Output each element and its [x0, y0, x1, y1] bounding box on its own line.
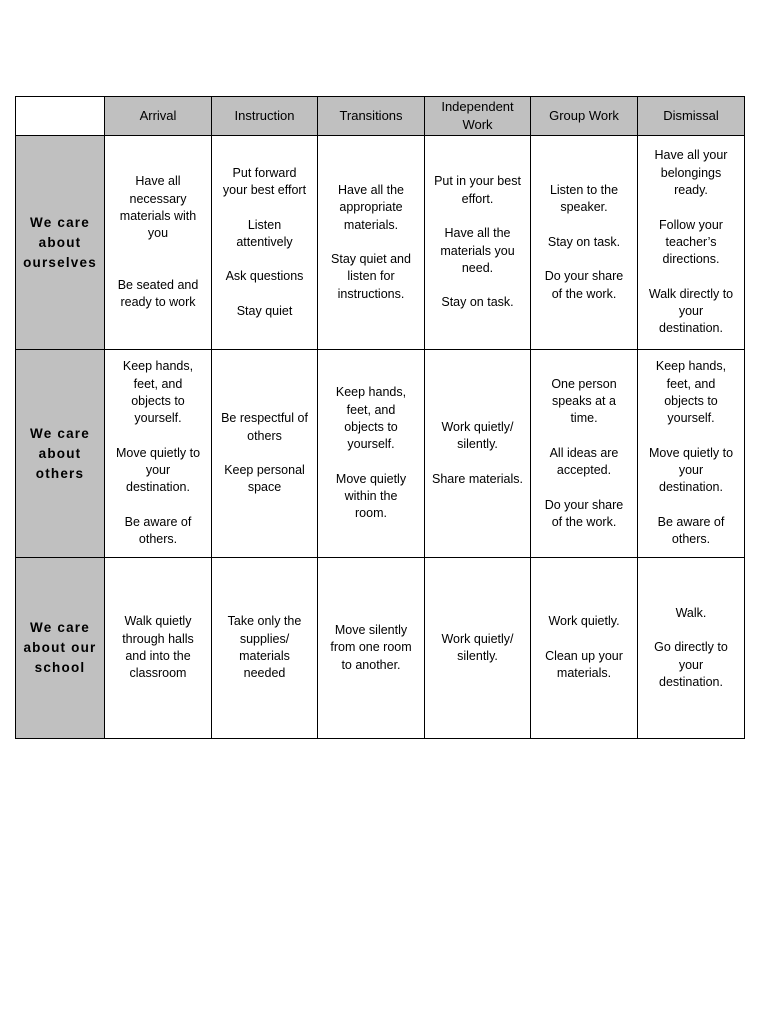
cell-line — [216, 251, 313, 268]
cell-line — [642, 622, 740, 639]
cell-line — [429, 277, 526, 294]
cell-others-instruction — [212, 350, 318, 558]
cell-line — [535, 479, 633, 496]
cell-line: Put in your best — [434, 174, 521, 189]
cell-line — [535, 251, 633, 268]
cell-line: materials — [239, 649, 290, 663]
cell-line: materials you — [440, 243, 515, 258]
cell-line: silently. — [457, 649, 498, 663]
cell-line: objects to — [131, 393, 185, 408]
cell-line: Go directly to — [654, 640, 728, 655]
cell-line: Have all your — [654, 148, 728, 163]
cell-line: Move quietly to — [648, 445, 734, 460]
cell-line: yourself. — [347, 437, 395, 452]
cell-line: Do your share — [544, 269, 624, 284]
cell-ourselves-independent-work — [425, 136, 531, 350]
cell-school-arrival — [105, 558, 212, 739]
cell-line — [109, 428, 207, 445]
cell-line — [535, 428, 633, 445]
cell-line: Stay on task. — [547, 234, 621, 249]
cell-line: your — [678, 304, 704, 319]
column-header-instruction: Instruction — [212, 97, 318, 136]
cell-line: attentively — [236, 234, 293, 249]
cell-line: speaks at a — [552, 393, 616, 408]
cell-line: Keep personal — [224, 463, 305, 478]
cell-line: your — [678, 463, 704, 478]
cell-line — [109, 243, 207, 260]
expectations-matrix — [15, 96, 745, 739]
cell-line: ready to work — [120, 295, 196, 310]
cell-ourselves-instruction — [212, 136, 318, 350]
row-header-school: We care about our school — [16, 558, 105, 739]
cell-line: speaker. — [560, 200, 608, 215]
cell-line: Work quietly. — [548, 614, 620, 629]
cell-line: feet, and — [133, 376, 183, 391]
cell-line — [109, 497, 207, 514]
cell-others-independent-work — [425, 350, 531, 558]
cell-line: ready. — [674, 182, 708, 197]
cell-line: instructions. — [337, 286, 405, 301]
cell-line: Keep hands, — [122, 359, 194, 374]
cell-line: Stay on task. — [441, 295, 514, 310]
cell-line: Walk directly to — [648, 286, 734, 301]
cell-school-group-work — [531, 558, 638, 739]
cell-line: feet, and — [666, 376, 716, 391]
cell-line: others. — [671, 532, 711, 547]
cell-line: Stay quiet and — [331, 252, 411, 267]
cell-others-dismissal — [638, 350, 745, 558]
cell-others-transitions — [318, 350, 425, 558]
cell-line: Have all — [135, 174, 181, 189]
row-others — [16, 350, 745, 558]
column-header-group-work: Group Work — [531, 97, 638, 136]
cell-line: Put forward — [232, 165, 297, 180]
cell-line — [216, 199, 313, 216]
cell-line: One person — [551, 376, 617, 391]
cell-line: Move quietly to — [115, 445, 201, 460]
cell-line: your — [145, 463, 171, 478]
cell-line: Move quietly — [335, 471, 407, 486]
cell-line: Walk. — [675, 605, 707, 620]
cell-line — [322, 454, 420, 471]
cell-line: Have all the — [337, 182, 404, 197]
row-header-ourselves: We care about ourselves — [16, 136, 105, 350]
cell-line — [216, 286, 313, 303]
cell-line: within the — [344, 489, 398, 504]
cell-line — [642, 497, 740, 514]
column-header-dismissal: Dismissal — [638, 97, 745, 136]
cell-line: yourself. — [134, 411, 182, 426]
cell-line: objects to — [344, 419, 398, 434]
cell-line: your best effort — [222, 182, 307, 197]
cell-ourselves-transitions — [318, 136, 425, 350]
cell-line: destination. — [659, 674, 723, 689]
cell-line: All ideas are — [549, 445, 619, 460]
cell-line: space — [247, 480, 282, 495]
cell-line: you — [147, 226, 169, 241]
cell-line: Ask questions — [225, 269, 304, 284]
cell-line: objects to — [664, 393, 718, 408]
cell-line: destination. — [659, 321, 723, 336]
cell-school-instruction — [212, 558, 318, 739]
cell-line — [429, 454, 526, 471]
cell-line: necessary — [129, 191, 187, 206]
cell-line: accepted. — [556, 463, 612, 478]
cell-ourselves-arrival — [105, 136, 212, 350]
cell-line — [535, 217, 633, 234]
cell-line: room. — [355, 506, 387, 521]
column-header-transitions: Transitions — [318, 97, 425, 136]
cell-line: Walk quietly — [124, 614, 192, 629]
cell-line — [429, 208, 526, 225]
cell-line: need. — [461, 260, 494, 275]
column-header-arrival: Arrival — [105, 97, 212, 136]
cell-line: of the work. — [551, 286, 617, 301]
cell-line: listen for — [347, 269, 395, 284]
cell-line: classroom — [129, 666, 187, 681]
cell-line — [642, 199, 740, 216]
cell-line: Keep hands, — [655, 359, 727, 374]
cell-line: destination. — [659, 480, 723, 495]
cell-line: Move silently — [334, 623, 408, 638]
cell-line: silently. — [457, 437, 498, 452]
cell-line: Work quietly/ — [441, 631, 514, 646]
cell-line: Have all the — [444, 226, 511, 241]
cell-ourselves-group-work — [531, 136, 638, 350]
cell-line: effort. — [461, 191, 494, 206]
cell-line: Be aware of — [657, 515, 725, 530]
cell-ourselves-dismissal — [638, 136, 745, 350]
cell-line: and into the — [125, 649, 191, 663]
cell-line: yourself. — [667, 411, 715, 426]
cell-school-independent-work — [425, 558, 531, 739]
cell-line: to another. — [341, 657, 401, 672]
cell-line: Clean up your — [545, 649, 623, 663]
cell-school-dismissal — [638, 558, 745, 739]
cell-school-transitions — [318, 558, 425, 739]
cell-line — [535, 631, 633, 648]
cell-line — [322, 234, 420, 251]
cell-line: feet, and — [346, 402, 396, 417]
cell-line: Take only the — [227, 614, 302, 629]
cell-line: Be aware of — [124, 515, 192, 530]
cell-line: materials. — [343, 217, 399, 232]
cell-line — [216, 445, 313, 462]
cell-line: appropriate — [339, 200, 403, 215]
cell-line: from one room — [330, 640, 412, 655]
column-header-independent-work: Independent Work — [425, 97, 531, 136]
cell-line: directions. — [662, 252, 720, 267]
cell-line — [642, 268, 740, 285]
cell-line: Listen to the — [549, 182, 619, 197]
cell-line: time. — [570, 411, 598, 426]
row-ourselves — [16, 136, 745, 350]
cell-line: supplies/ — [239, 631, 290, 646]
cell-line: Be respectful of — [221, 411, 308, 426]
cell-line: belongings — [660, 165, 722, 180]
cell-line: through halls — [122, 631, 194, 646]
cell-line: Listen — [247, 217, 282, 232]
cell-line: needed — [243, 666, 286, 681]
cell-others-group-work — [531, 350, 638, 558]
cell-others-arrival — [105, 350, 212, 558]
cell-line: Share materials. — [431, 471, 523, 486]
cell-line: materials with — [119, 208, 197, 223]
cell-line: others. — [138, 532, 178, 547]
corner-cell — [16, 97, 105, 136]
cell-line: teacher’s — [665, 234, 717, 249]
cell-line: destination. — [126, 480, 190, 495]
cell-line — [642, 428, 740, 445]
cell-line: Work quietly/ — [441, 419, 514, 434]
cell-line: materials. — [556, 666, 612, 681]
cell-line: your — [678, 657, 704, 672]
cell-line: Do your share — [544, 497, 624, 512]
header-row — [16, 97, 745, 136]
cell-line: others — [247, 428, 282, 443]
row-header-others: We care about others — [16, 350, 105, 558]
cell-line: of the work. — [551, 515, 617, 530]
cell-line: Follow your — [659, 217, 723, 232]
cell-line: Keep hands, — [335, 385, 407, 400]
cell-line: Be seated and — [117, 278, 199, 293]
row-school — [16, 558, 745, 739]
cell-line: Stay quiet — [236, 304, 293, 319]
cell-line — [109, 260, 207, 277]
